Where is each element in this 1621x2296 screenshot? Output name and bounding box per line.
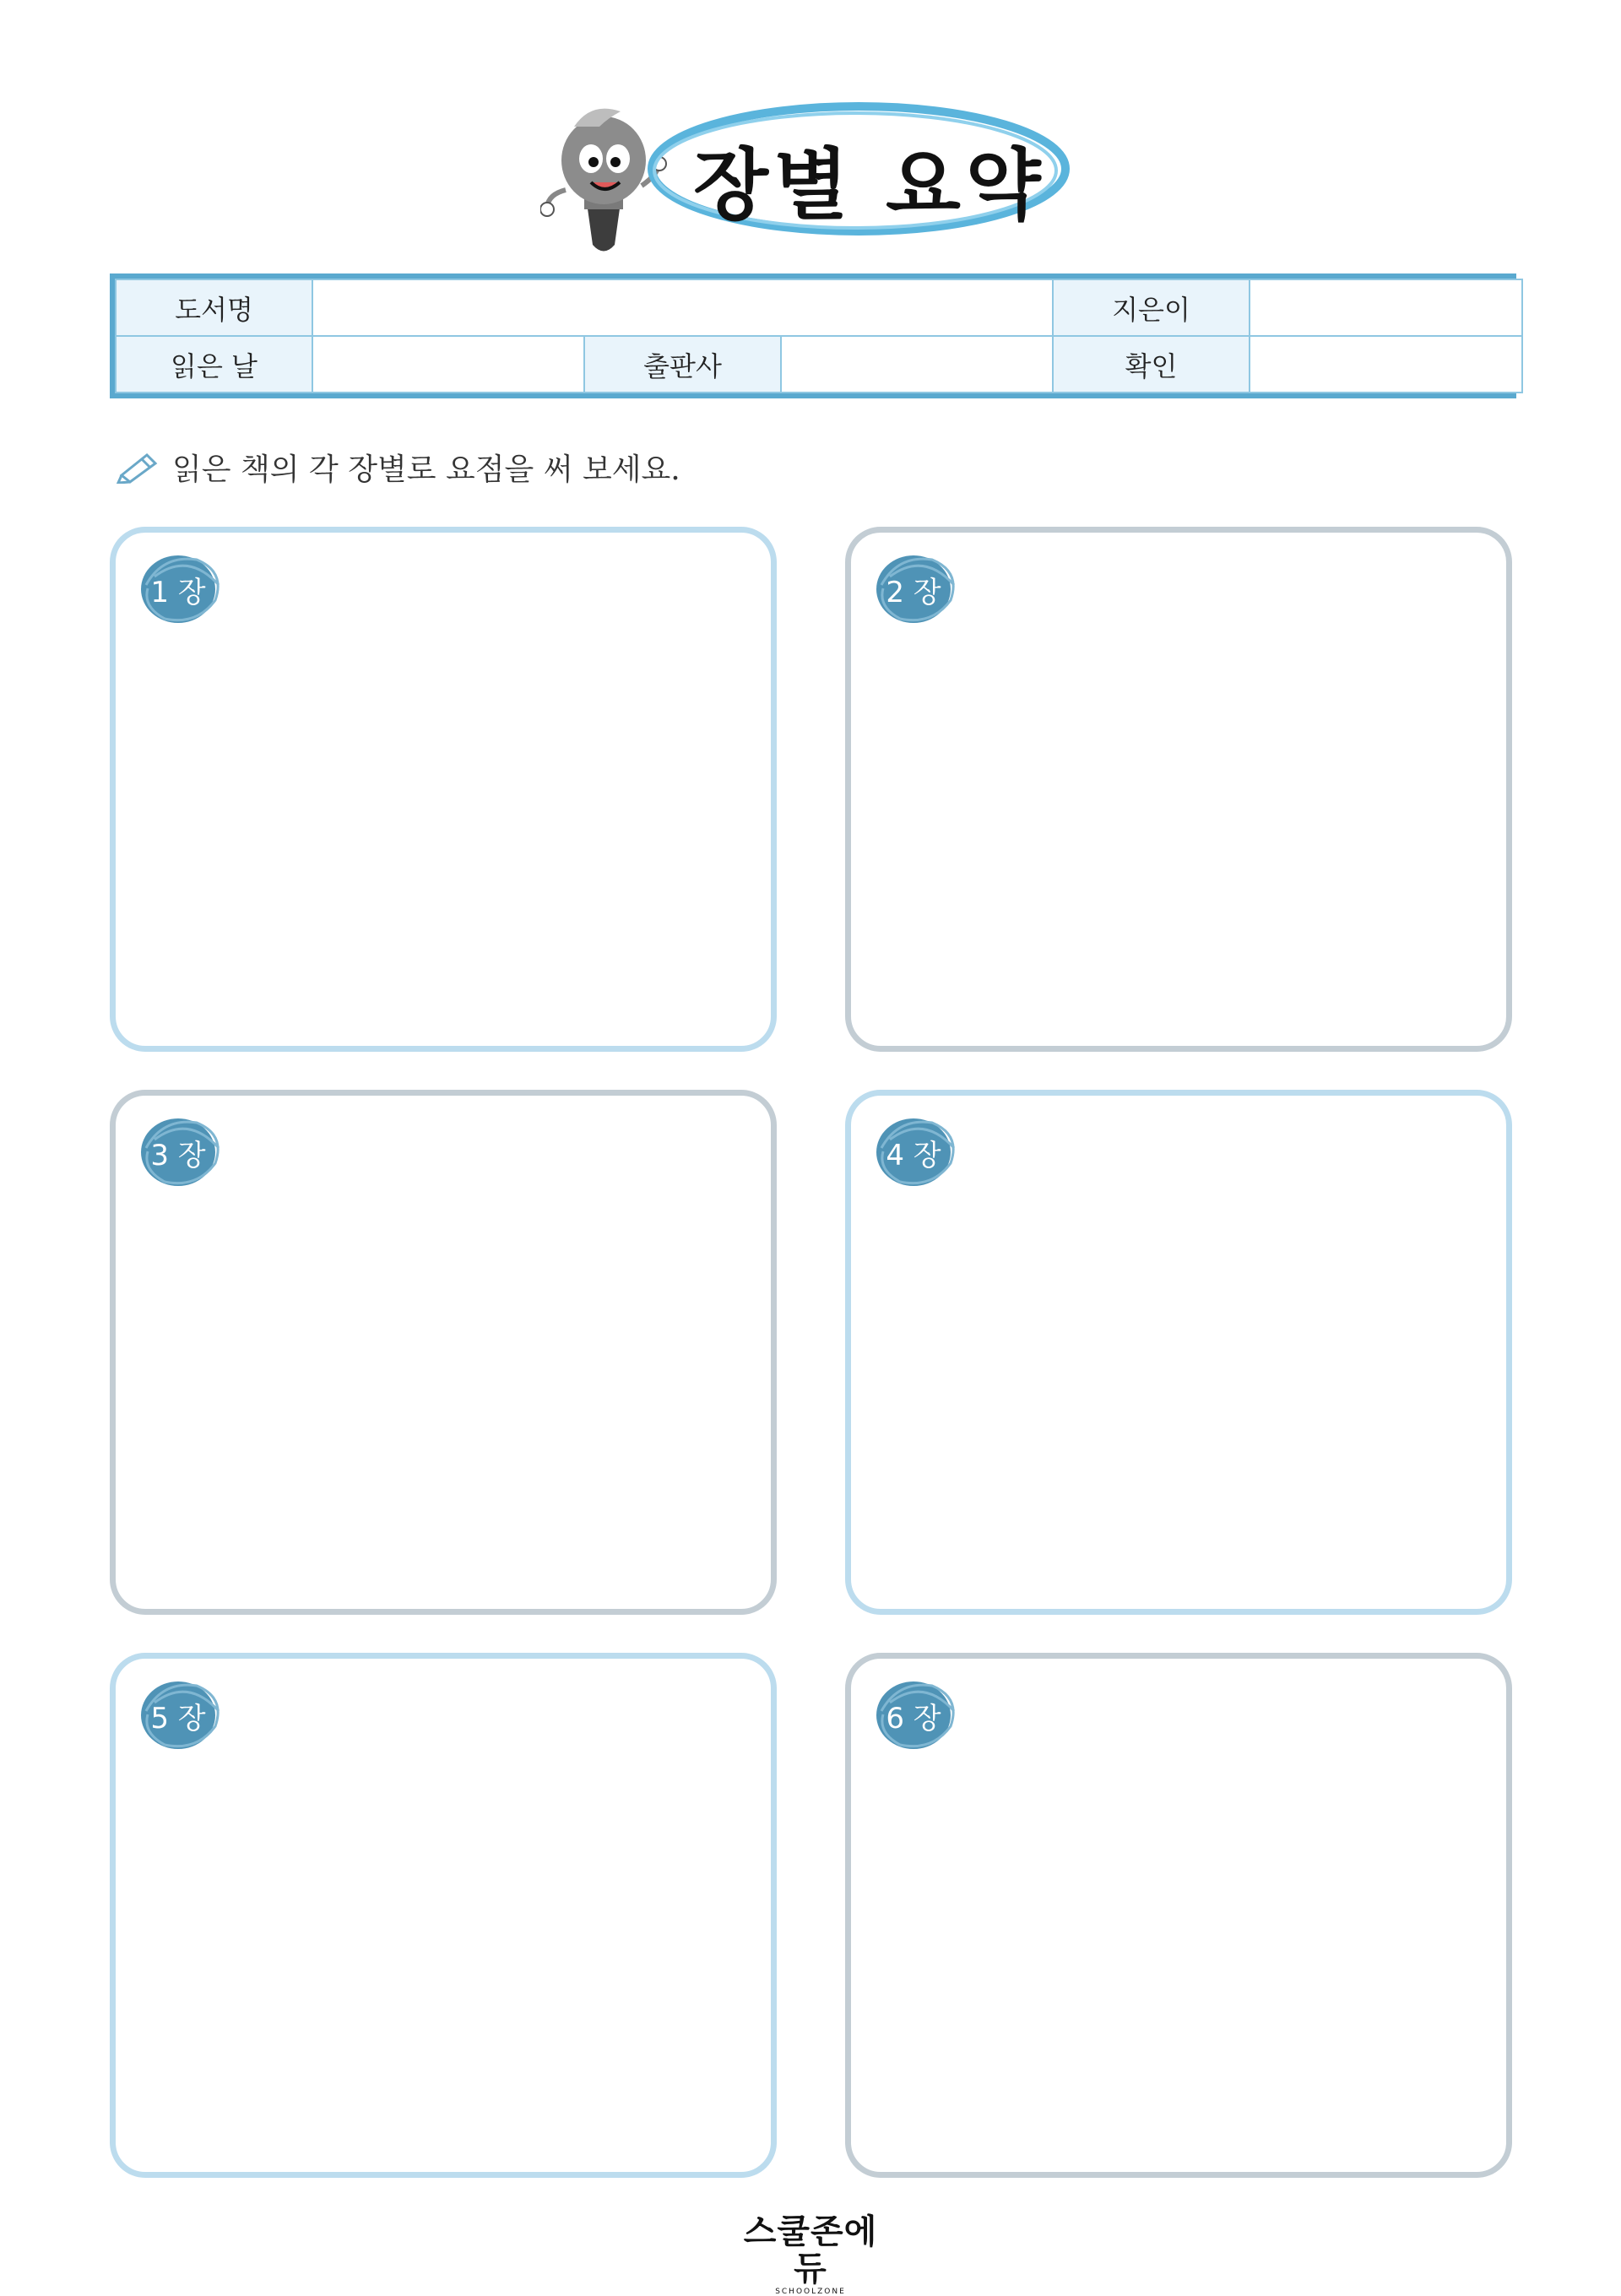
confirm-field[interactable] xyxy=(1250,336,1522,393)
chapter-box-1[interactable] xyxy=(110,527,777,1052)
chapter-badge xyxy=(873,1114,964,1190)
chapter-box-5[interactable] xyxy=(110,1653,777,2178)
page-header xyxy=(540,93,1081,262)
instruction xyxy=(117,446,680,488)
chapter-badge xyxy=(873,1677,964,1753)
date-read-label: 읽은 날 xyxy=(116,336,312,393)
pencil-icon xyxy=(117,450,160,484)
chapter-badge xyxy=(138,1677,229,1753)
chapter-badge xyxy=(873,551,964,627)
instruction-text: 읽은 책의 각 장별로 요점을 써 보세요. xyxy=(172,452,680,487)
chapter-label: 1 장 xyxy=(150,575,206,609)
chapter-badge xyxy=(138,1114,229,1190)
publisher-field[interactable] xyxy=(781,336,1053,393)
chapter-badge xyxy=(138,551,229,627)
page-title: 장별 요약 xyxy=(693,140,1046,230)
chapter-label: 2 장 xyxy=(886,575,941,609)
book-name-field[interactable] xyxy=(312,279,1053,336)
author-label: 지은이 xyxy=(1053,279,1250,336)
publisher-label: 출판사 xyxy=(584,336,781,393)
confirm-label: 확인 xyxy=(1053,336,1250,393)
logo-main-text: 스쿨존에듀 xyxy=(743,2212,878,2288)
chapter-label: 6 장 xyxy=(886,1701,941,1736)
author-field[interactable] xyxy=(1250,279,1522,336)
chapter-box-6[interactable] xyxy=(845,1653,1512,2178)
book-name-label: 도서명 xyxy=(116,279,312,336)
logo-sub-text: SCHOOLZONE xyxy=(775,2288,846,2296)
chapter-label: 4 장 xyxy=(886,1138,941,1172)
chapter-label: 5 장 xyxy=(150,1701,206,1736)
book-info-table xyxy=(110,273,1516,398)
chapter-box-3[interactable] xyxy=(110,1090,777,1615)
date-read-field[interactable] xyxy=(312,336,584,393)
chapter-box-4[interactable] xyxy=(845,1090,1512,1615)
schoolzone-logo xyxy=(743,2212,878,2296)
chapter-box-2[interactable] xyxy=(845,527,1512,1052)
chapter-label: 3 장 xyxy=(150,1138,206,1172)
